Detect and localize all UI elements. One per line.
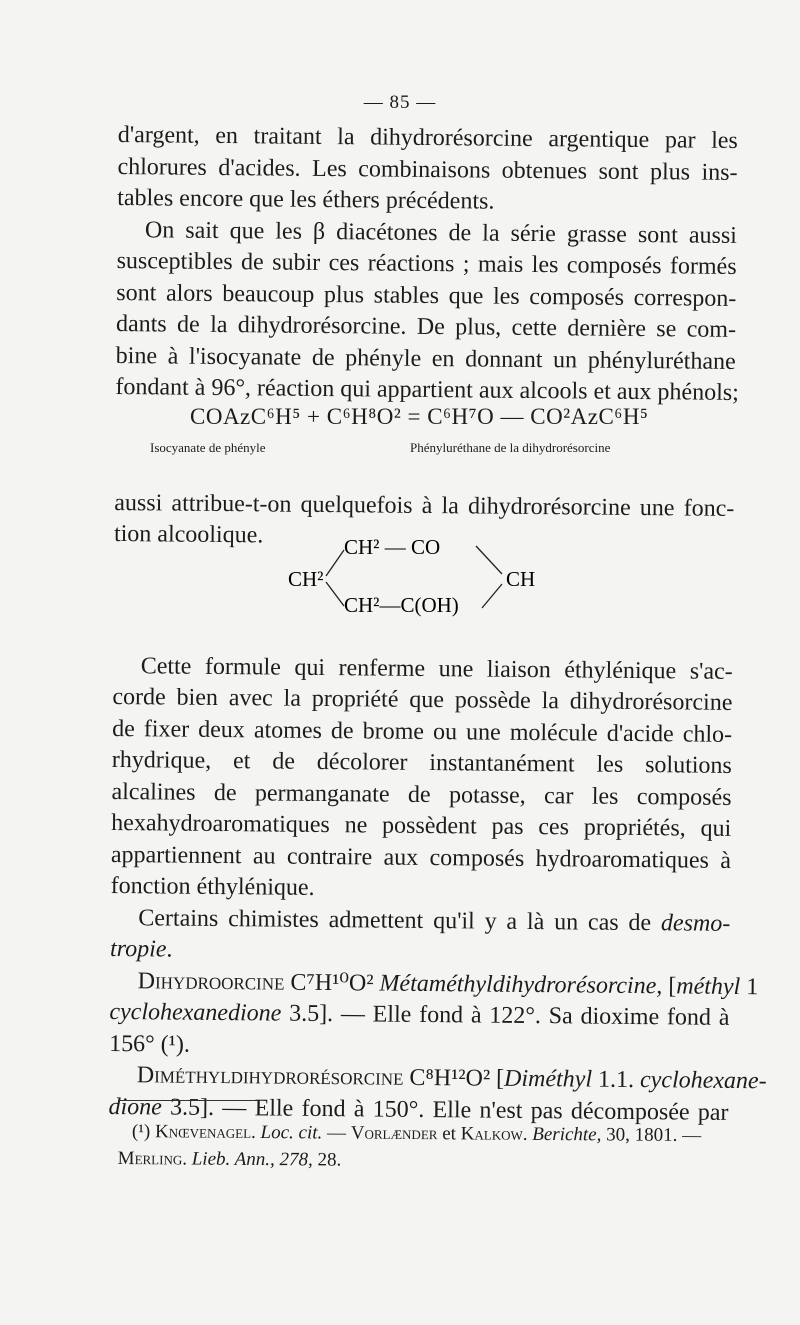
italic-term: Berichte, xyxy=(532,1123,602,1146)
text-line: chlorures d'acides. Les combinaisons obtenues sont plus ins- xyxy=(117,153,738,186)
text-line: tion alcoolique. xyxy=(113,520,264,549)
page-number: — 85 — xyxy=(363,92,437,113)
text-fragment: — xyxy=(326,1122,347,1144)
formula-right: CH xyxy=(506,567,536,591)
text-line: susceptibles de subir ces réactions ; mais les composés formés xyxy=(116,247,737,280)
entry-line: 156° (¹). xyxy=(109,1030,191,1058)
text-fragment: 1.1. xyxy=(597,1066,635,1093)
text-fragment: [ xyxy=(668,972,677,999)
author-name: Knœvenagel. xyxy=(154,1121,256,1143)
bond-line xyxy=(482,584,502,608)
text-line: de fixer deux atomes de brome ou une molécule d'acide chlo- xyxy=(112,715,733,748)
italic-term: cyclohexanedione xyxy=(109,998,282,1027)
compound-formula: C⁷H¹⁰O² xyxy=(290,969,374,996)
text-fragment: 28. xyxy=(317,1149,342,1171)
text-line: alcalines de permanganate de potasse, car les composés xyxy=(111,778,732,811)
bond-line xyxy=(326,582,344,606)
author-name: Vorlænder xyxy=(350,1122,438,1145)
formula-bottom: CH²—C(OH) xyxy=(344,593,459,617)
text-line: rhydrique, et de décolorer instantanément les solutions xyxy=(111,746,732,779)
text-line: fonction éthylénique. xyxy=(110,872,315,901)
italic-term: Diméthyl xyxy=(503,1065,593,1093)
text-line: sont alors beaucoup plus stables que les composés correspon- xyxy=(116,279,737,312)
footnote xyxy=(118,1118,718,1176)
text-line: hexahydroaromatiques ne possèdent pas ces propriétés, qui xyxy=(111,809,732,842)
author-name: Kalkow. xyxy=(460,1123,528,1145)
footnote-rule xyxy=(118,1100,258,1101)
text-fragment: Certains chimistes admettent qu'il y a là un cas de xyxy=(138,904,652,936)
text-fragment: . xyxy=(166,936,173,963)
bond-line xyxy=(476,546,502,574)
text-fragment: 1 xyxy=(746,973,759,1000)
text-fragment: 3.5]. — Elle fond à 122°. Sa dioxime fond à xyxy=(289,1000,730,1031)
italic-term: Lieb. Ann., xyxy=(191,1148,275,1171)
text-line: appartiennent au contraire aux composés hydroaromatiques à xyxy=(110,841,732,874)
entry-line xyxy=(109,997,729,1034)
italic-term: 278, xyxy=(279,1149,313,1171)
compound-formula: C⁸H¹²O² xyxy=(409,1064,491,1092)
footnote-line xyxy=(118,1118,718,1149)
entry-line xyxy=(109,1060,767,1097)
text-line: corde bien avec la propriété que possède la dihydrorésorcine xyxy=(112,683,733,716)
text-fragment: [ xyxy=(495,1065,505,1092)
footnote-marker: (¹) xyxy=(131,1121,151,1143)
italic-term: Loc. cit. xyxy=(260,1121,323,1144)
italic-term: tropie xyxy=(109,935,167,963)
italic-term: cyclohexane- xyxy=(639,1067,767,1095)
text-line: d'argent, en traitant la dihydrorésorcine argentique par les xyxy=(117,121,738,154)
formula-top: CH² — CO xyxy=(344,535,441,559)
text-line xyxy=(110,902,730,939)
formula-left: CH² xyxy=(288,567,324,591)
text-fragment: 3.5]. — Elle fond à 150°. Elle n'est pas décomposée par xyxy=(169,1094,729,1126)
text-line: bine à l'isocyanate de phényle en donnant un phényluréthane xyxy=(115,342,736,375)
text-line: On sait que les β diacétones de la série grasse sont aussi xyxy=(144,216,738,249)
italic-term: dione xyxy=(108,1093,162,1120)
reaction-equation: COAzC⁶H⁵ + C⁶H⁸O² = C⁶H⁷O — CO²AzC⁶H⁵ xyxy=(190,404,649,429)
footnote-line xyxy=(118,1145,718,1176)
equation-label-left: Isocyanate de phényle xyxy=(150,440,266,455)
author-name: Merling. xyxy=(117,1147,188,1170)
text-fragment: et xyxy=(442,1123,457,1145)
bond-line xyxy=(326,550,344,576)
italic-term: desmo- xyxy=(660,909,731,937)
compound-name: Dihydroorcine xyxy=(137,967,285,996)
italic-term: méthyl xyxy=(676,972,741,1000)
text-line: dants de la dihydrorésorcine. De plus, cette dernière se com- xyxy=(115,310,737,343)
text-line: Cette formule qui renferme une liaison éthylénique s'ac- xyxy=(140,652,733,685)
text-line: fondant à 96°, réaction qui appartient aux alcools et aux phénols; xyxy=(115,373,739,406)
italic-term: Métaméthyldihydrorésorcine, xyxy=(379,970,663,999)
equation-label-right: Phényluréthane de la dihydrorésorcine xyxy=(410,440,611,455)
structural-formula xyxy=(280,530,600,630)
compound-name: Diméthyldihydrorésorcine xyxy=(136,1062,404,1091)
text-line: aussi attribue-t-on quelquefois à la dihydrorésorcine une fonc- xyxy=(114,489,735,522)
text-line: tables encore que les éthers précédents. xyxy=(117,184,495,215)
text-fragment: 30, 1801. — xyxy=(606,1124,702,1147)
